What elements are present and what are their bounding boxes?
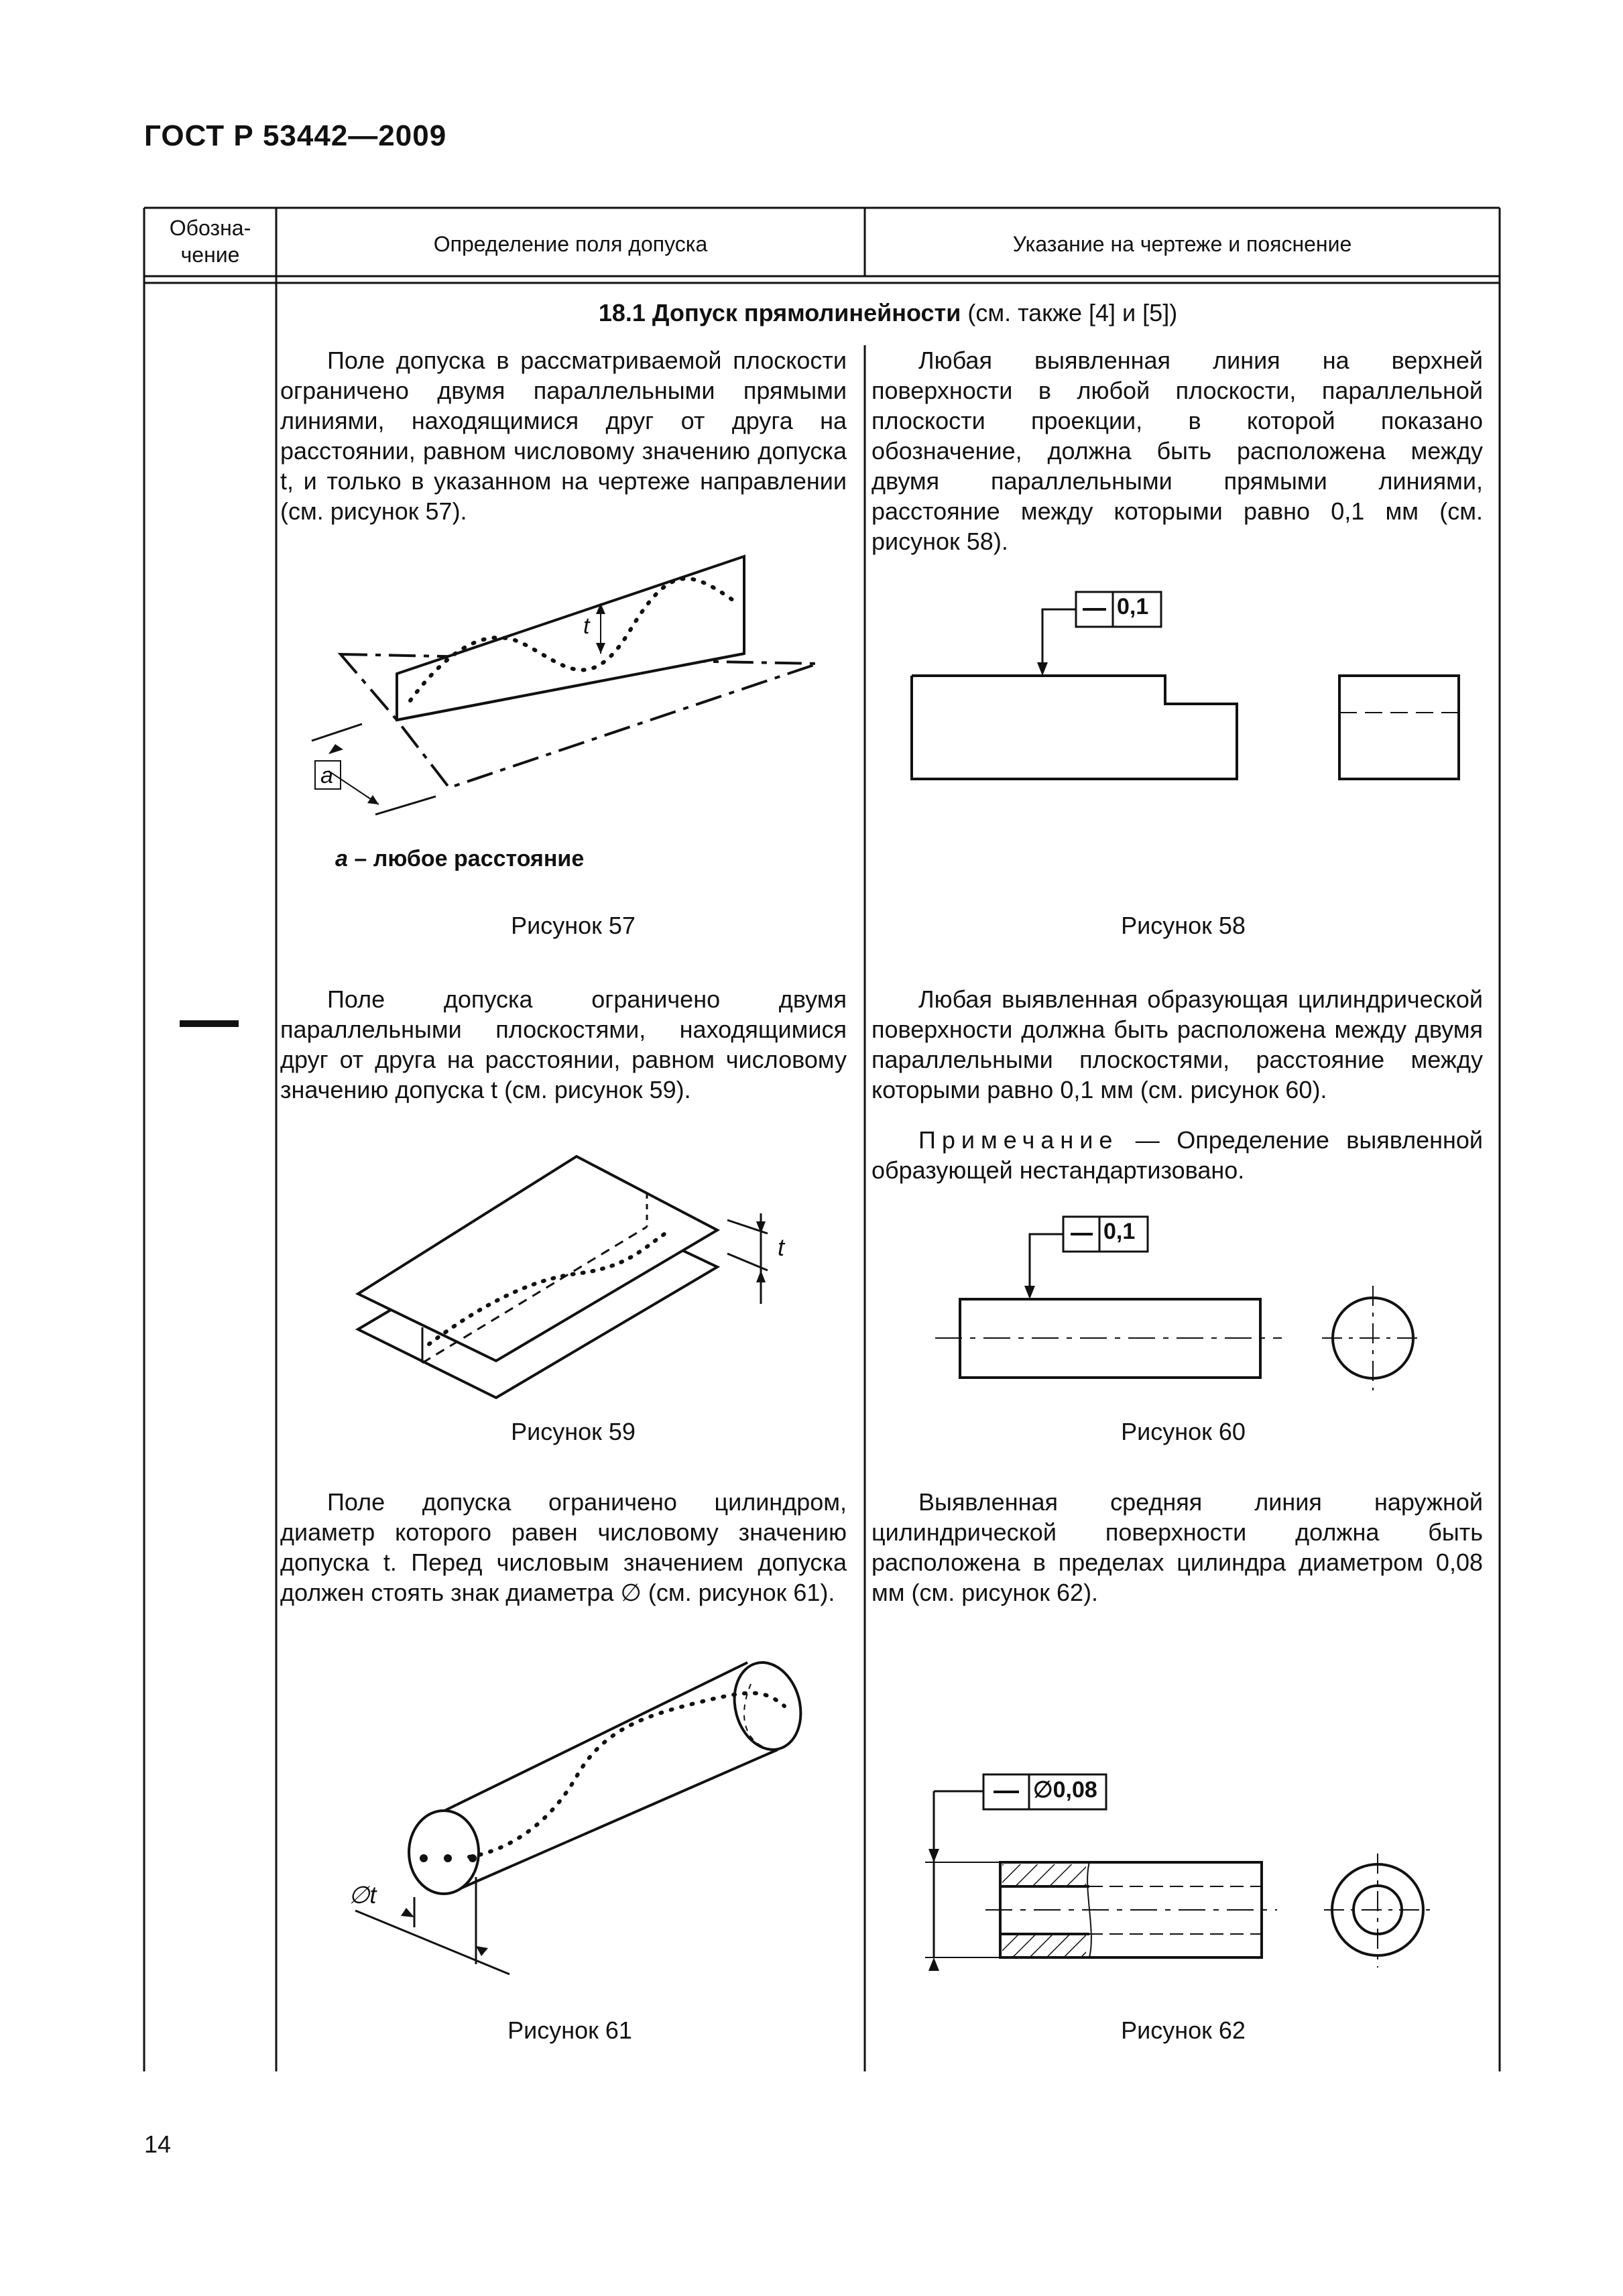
col-header-symbol-line1: Обозна- <box>169 216 251 240</box>
row1-definition-text: Поле допуска в рассматриваемой плоскости ограничено двумя параллельными прямыми линиями, находящимися друг от друга на расстоянии, равном числовому значению допуска t, и только в указанном на чертеже направлении (см. рисунок 57). <box>280 347 847 525</box>
figure-62-tolerance-value: ∅0,08 <box>1033 1777 1097 1803</box>
row3-indication-text: Выявленная средняя линия наружной цилиндрической поверхности должна быть расположена в пределах цилиндра диаметром 0,08 мм (см. рисунок 62). <box>871 1488 1483 1606</box>
col-header-symbol-line2: чение <box>180 243 240 267</box>
page-number: 14 <box>144 2130 172 2158</box>
section-title-rest: (см. также [4] и [5]) <box>961 299 1178 326</box>
figure-57-label-t: t <box>583 613 590 639</box>
row2-note-label: Примечание <box>918 1126 1119 1154</box>
row2-indication-text: Любая выявленная образующая цилиндрической поверхности должна быть расположена между двумя параллельными плоскостями, расстояние между которыми равно 0,1 мм (см. рисунок 60). <box>871 985 1483 1103</box>
caption-figure-57: Рисунок 57 <box>511 912 636 939</box>
row3-definition-text: Поле допуска ограничено цилиндром, диаметр которого равен числовому значению допуска t. Перед числовым значением допуска должен стоять знак диаметра ∅ (см. рисунок 61). <box>280 1488 847 1606</box>
figure-58-tolerance-value: 0,1 <box>1117 594 1149 619</box>
figure-57-legend-letter: a <box>335 846 348 871</box>
caption-figure-58: Рисунок 58 <box>1121 912 1246 939</box>
row2-definition-text: Поле допуска ограничено двумя параллельными плоскостями, находящимися друг от друга на расстоянии, равном числовому значению допуска t (см. рисунок 59). <box>280 985 847 1103</box>
figure-60-tolerance-value: 0,1 <box>1103 1219 1136 1244</box>
col-header-definition: Определение поля допуска <box>433 232 708 256</box>
section-title-bold: 18.1 Допуск прямолинейности <box>598 299 961 326</box>
row2-note-text: — Определение выявленной образующей нестандартизовано. <box>871 1126 1483 1184</box>
caption-figure-60: Рисунок 60 <box>1121 1418 1246 1445</box>
row1-indication-text: Любая выявленная линия на верхней поверхности в любой плоскости, параллельной плоскости проекции, в которой показано обозначение, должна быть расположена между двумя параллельными прямыми линиями, расстояние между которыми равно 0,1 мм (см. рисунок 58). <box>871 347 1483 555</box>
col-header-indication: Указание на чертеже и пояснение <box>1012 232 1352 256</box>
document-header: ГОСТ Р 53442—2009 <box>144 119 447 152</box>
caption-figure-62: Рисунок 62 <box>1121 2016 1246 2044</box>
figure-57-legend-text: – любое расстояние <box>347 846 585 871</box>
figure-59-label-t: t <box>778 1233 785 1261</box>
caption-figure-61: Рисунок 61 <box>507 2016 632 2044</box>
caption-figure-59: Рисунок 59 <box>511 1418 636 1445</box>
figure-57-label-a: a <box>320 763 333 788</box>
figure-61-label-dt: ∅t <box>349 1881 377 1909</box>
